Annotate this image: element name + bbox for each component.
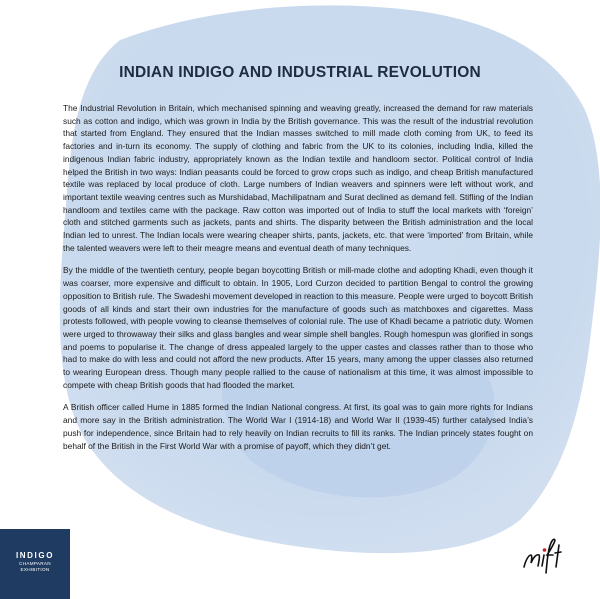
article-body: [63, 102, 533, 462]
badge-title: INDIGO: [15, 551, 55, 560]
paragraph: The Industrial Revolution in Britain, which mechanised spinning and weaving greatly, increased the demand for raw materials such as cotton and indigo, which was grown in India by the British governance. This was the result of the industrial revolution that started from England. They ensured that the Indian masses switched to mill made cloth coming from UK, to feed its factories and in-turn its economy. The supply of clothing and fabric from the UK to its colonies, including India, killed the indigenous Indian fabric industry, appropriately known as the Indian textile and handloom sector. Political control of India helped the British in two ways: Indian peasants could be forced to grow crops such as indigo, and cheap British manufactured textile was replaced by local produce of cloth. Large numbers of Indian weavers and spinners were left without work, and important textile weaving centres such as Murshidabad, Machilipatnam and Surat declined as demand fell. Stifling of the Indian handloom and textiles came with the package. Raw cotton was imported out of India to stuff the local markets with ‘foreign’ cloth and stitched garments such as jackets, pants and shirts. The disparity between the British administration and the local Indian led to unrest. The Indian locals were wearing cheaper shirts, pants, jackets, etc. that were ‘imported’ from Britain, while the talented weavers were left to their meagre means and eventual death of many techniques.: [63, 103, 533, 253]
exhibition-badge: [0, 529, 70, 599]
badge-subtitle: EXHIBITION: [20, 567, 50, 572]
paragraph: By the middle of the twentieth century, people began boycotting British or mill-made clothe and adopting Khadi, even though it was coarser, more expensive and difficult to obtain. In 1905, Lord Curzon decided to partition Bengal to control the growing opposition to British rule. The Swadeshi movement developed in reaction to this measure. People were urged to boycott British goods of all kinds and start their own industries for the manufacture of goods such as matchboxes and cigarettes. Mass protests followed, with people vowing to cleanse themselves of colonial rule. The use of Khadi became a patriotic duty. Women were urged to throwaway their silks and glass bangles and wear simple shell bangles. Rough homespun was glorified in songs and poems to popularise it. The change of dress appealed largely to the upper castes and classes rather than to those who had to make do with less and could not afford the new products. After 15 years, many among the upper classes also returned to wearing European dress. Though many people rallied to the cause of nationalism at this time, it was almost impossible to compete with cheap British goods that had flooded the market.: [63, 265, 533, 390]
badge-subtitle: CHAMPARAN: [19, 561, 51, 566]
page-title: INDIAN INDIGO AND INDUSTRIAL REVOLUTION: [119, 64, 481, 81]
paragraph: A British officer called Hume in 1885 formed the Indian National congress. At first, its goal was to gain more rights for Indians and more say in the British administration. The World War I (1914-18) and World War II (1939-45) further catalysed India’s push for independence, since Britain had to rely heavily on Indian recruits to fill its ranks. The Indian princely states fought on behalf of the British in the First World War with a promise of payoff, which they didn’t get.: [63, 402, 533, 451]
nift-logo: [520, 533, 566, 577]
